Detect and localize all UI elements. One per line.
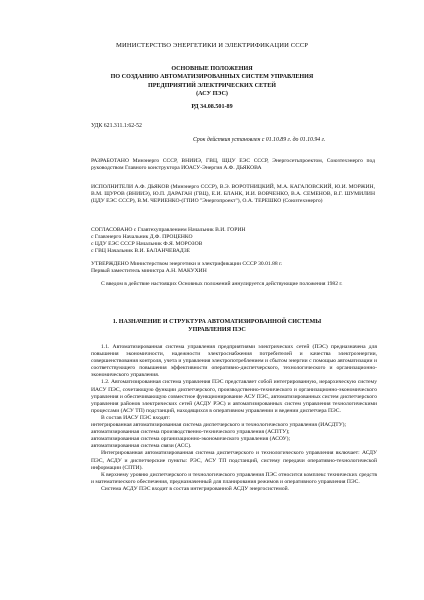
agreed-line: с ГВЦ Начальник В.И. БАЛАНЧЕВАДЗЕ [91,248,191,254]
approved-block [91,261,375,275]
validity-period: Срок действия установлен с 01.10.89 г. до 01.10.94 г. [193,137,326,143]
title-line: ОСНОВНЫЕ ПОЛОЖЕНИЯ [171,66,253,72]
approved-line: УТВЕРЖДЕНО Министерством энергетики и электрификации СССР 30.01.88 г. [91,261,283,267]
section-heading [70,318,364,335]
paragraph: интегрированная автоматизированная система диспетчерского и технологического управления (ИАСДТУ); [91,422,347,429]
section-body [91,344,377,493]
title-line: ПО СОЗДАНИЮ АВТОМАТИЗИРОВАННЫХ СИСТЕМ УПРАВЛЕНИЯ [110,74,314,81]
section-heading-line: УПРАВЛЕНИЯ ПЭС [188,327,246,334]
approved-line: Первый заместитель министра А.Н. МАКУХИН [91,268,207,274]
developed-by [91,158,375,172]
executors [91,184,375,205]
agreed-line: СОГЛАСОВАНО с Главтехуправлением Начальник В.И. ГОРИН [91,227,246,233]
document-title [60,65,364,98]
paragraph: автоматизированная система связи (АСС). [91,443,192,450]
executors-text: ИСПОЛНИТЕЛИ А.Ф. ДЬЯКОВ (Минэнерго СССР), В.Э. ВОРОТНИЦКИЙ, М.А. КАГАЛОВСКИЙ, Ю.И. МОРЖИН, В.М. ЩУРОВ (ВНИИЭ), Ю.П. ДАРАГАН (ГВЦ), Е.И. БЛАНК, И.И. ВОВЧЕНКО, В.А. СЕМЕНОВ, В.Г. ШУМИЛИН (ЦДУ ЕЭС СССР), В.М. ЧЕРИЕНКО-(ГПИО "Энергопроект"), О.А. ТЕРЕШКО (Союзтехэнерго) [91,184,375,204]
ministry-header: МИНИСТЕРСТВО ЭНЕРГЕТИКИ И ЭЛЕКТРИФИКАЦИИ СССР [116,42,308,49]
agreed-line: с Главэнерго Начальник Д.Ф. ПРОЦЕНКО [91,234,193,240]
agreed-block [91,227,375,255]
paragraph: автоматизированная система производственно-технического управления (АСПТУ); [91,429,290,436]
paragraph: 1.2. Автоматизированная система управления ПЭС представляет собой интегрированную, иерархическую систему ИАСУ ПЭС, сочетающую функции диспетчерского, производственно-технического и организационно-экономического управления и обеспечивающую совместное функционирование АСУ ПЭС, автоматизированных систем диспетчерского управления районов электрических сетей (АСДУ РЭС) и автоматизированных систем управления технологическими процессами (АСУ ТП) подстанций, находящихся в оперативном управлении и ведении диспетчера ПЭС. [91,379,377,414]
paragraph: 1.1. Автоматизированная система управления предприятиями электрических сетей (ПЭС) предназначена для повышения экономичности, надежности электроснабжения потребителей и качества электроэнергии, совершенствования контроля, учета и управления электропотреблением и сбытом энергии с помощью автоматизации и соответствующего повышения эффективности оперативно-диспетчерского, технологического и организационно-экономического управления. [91,344,377,379]
udk-code: УДК 621.311.1:62-52 [91,123,142,129]
title-line: ПРЕДПРИЯТИЙ ЭЛЕКТРИЧЕСКИХ СЕТЕЙ [147,82,277,89]
paragraph: К верхнему уровню диспетчерского и технологического управления ПЭС относится комплекс технических средств и математического обеспечения, предназначенный для планирования режимов и оперативного управления ПЭС. [91,471,377,485]
section-heading-line: 1. НАЗНАЧЕНИЕ И СТРУКТУРА АВТОМАТИЗИРОВАННОЙ СИСТЕМЫ [112,319,322,325]
introduction-text: С введом в действие настоящих Основных положений аннулируется действующие положения 1982 г. [101,281,343,287]
paragraph: Интегрированная автоматизированная система диспетчерского и технологического управления включает: АСДУ ПЭС, АСДУ и диспетчерские пункты: РЭС, АСУ ТП подстанций, систему передачи оперативно-технологической информации (СПТИ). [91,450,377,471]
introduction-note [91,281,375,288]
developed-text: РАЗРАБОТАНО Минэнерго СССР, ВНИИЭ, ГВЦ, ЩЦУ ЕЭС СССР, Энергосетьпроектом, Союзтехэнерго под руководством Главного конструктора ИОАСУ-Энергия А.Ф. ДЬЯКОВА [91,158,375,171]
title-line: (АСУ ПЭС) [196,90,228,97]
agreed-line: с ЦДУ ЕЭС СССР Начальник Ф.Я. МОРОЗОВ [91,241,203,247]
document-number: РД 34.08.501-89 [191,104,233,110]
paragraph: В состав ИАСУ ПЭС входят: [101,414,171,421]
paragraph: автоматизированная система организационно-экономического управления (АСОУ); [91,436,291,443]
paragraph: Система АСДУ ПЭС входит в состав интегрированной АСДУ энергосистемой. [101,485,290,492]
